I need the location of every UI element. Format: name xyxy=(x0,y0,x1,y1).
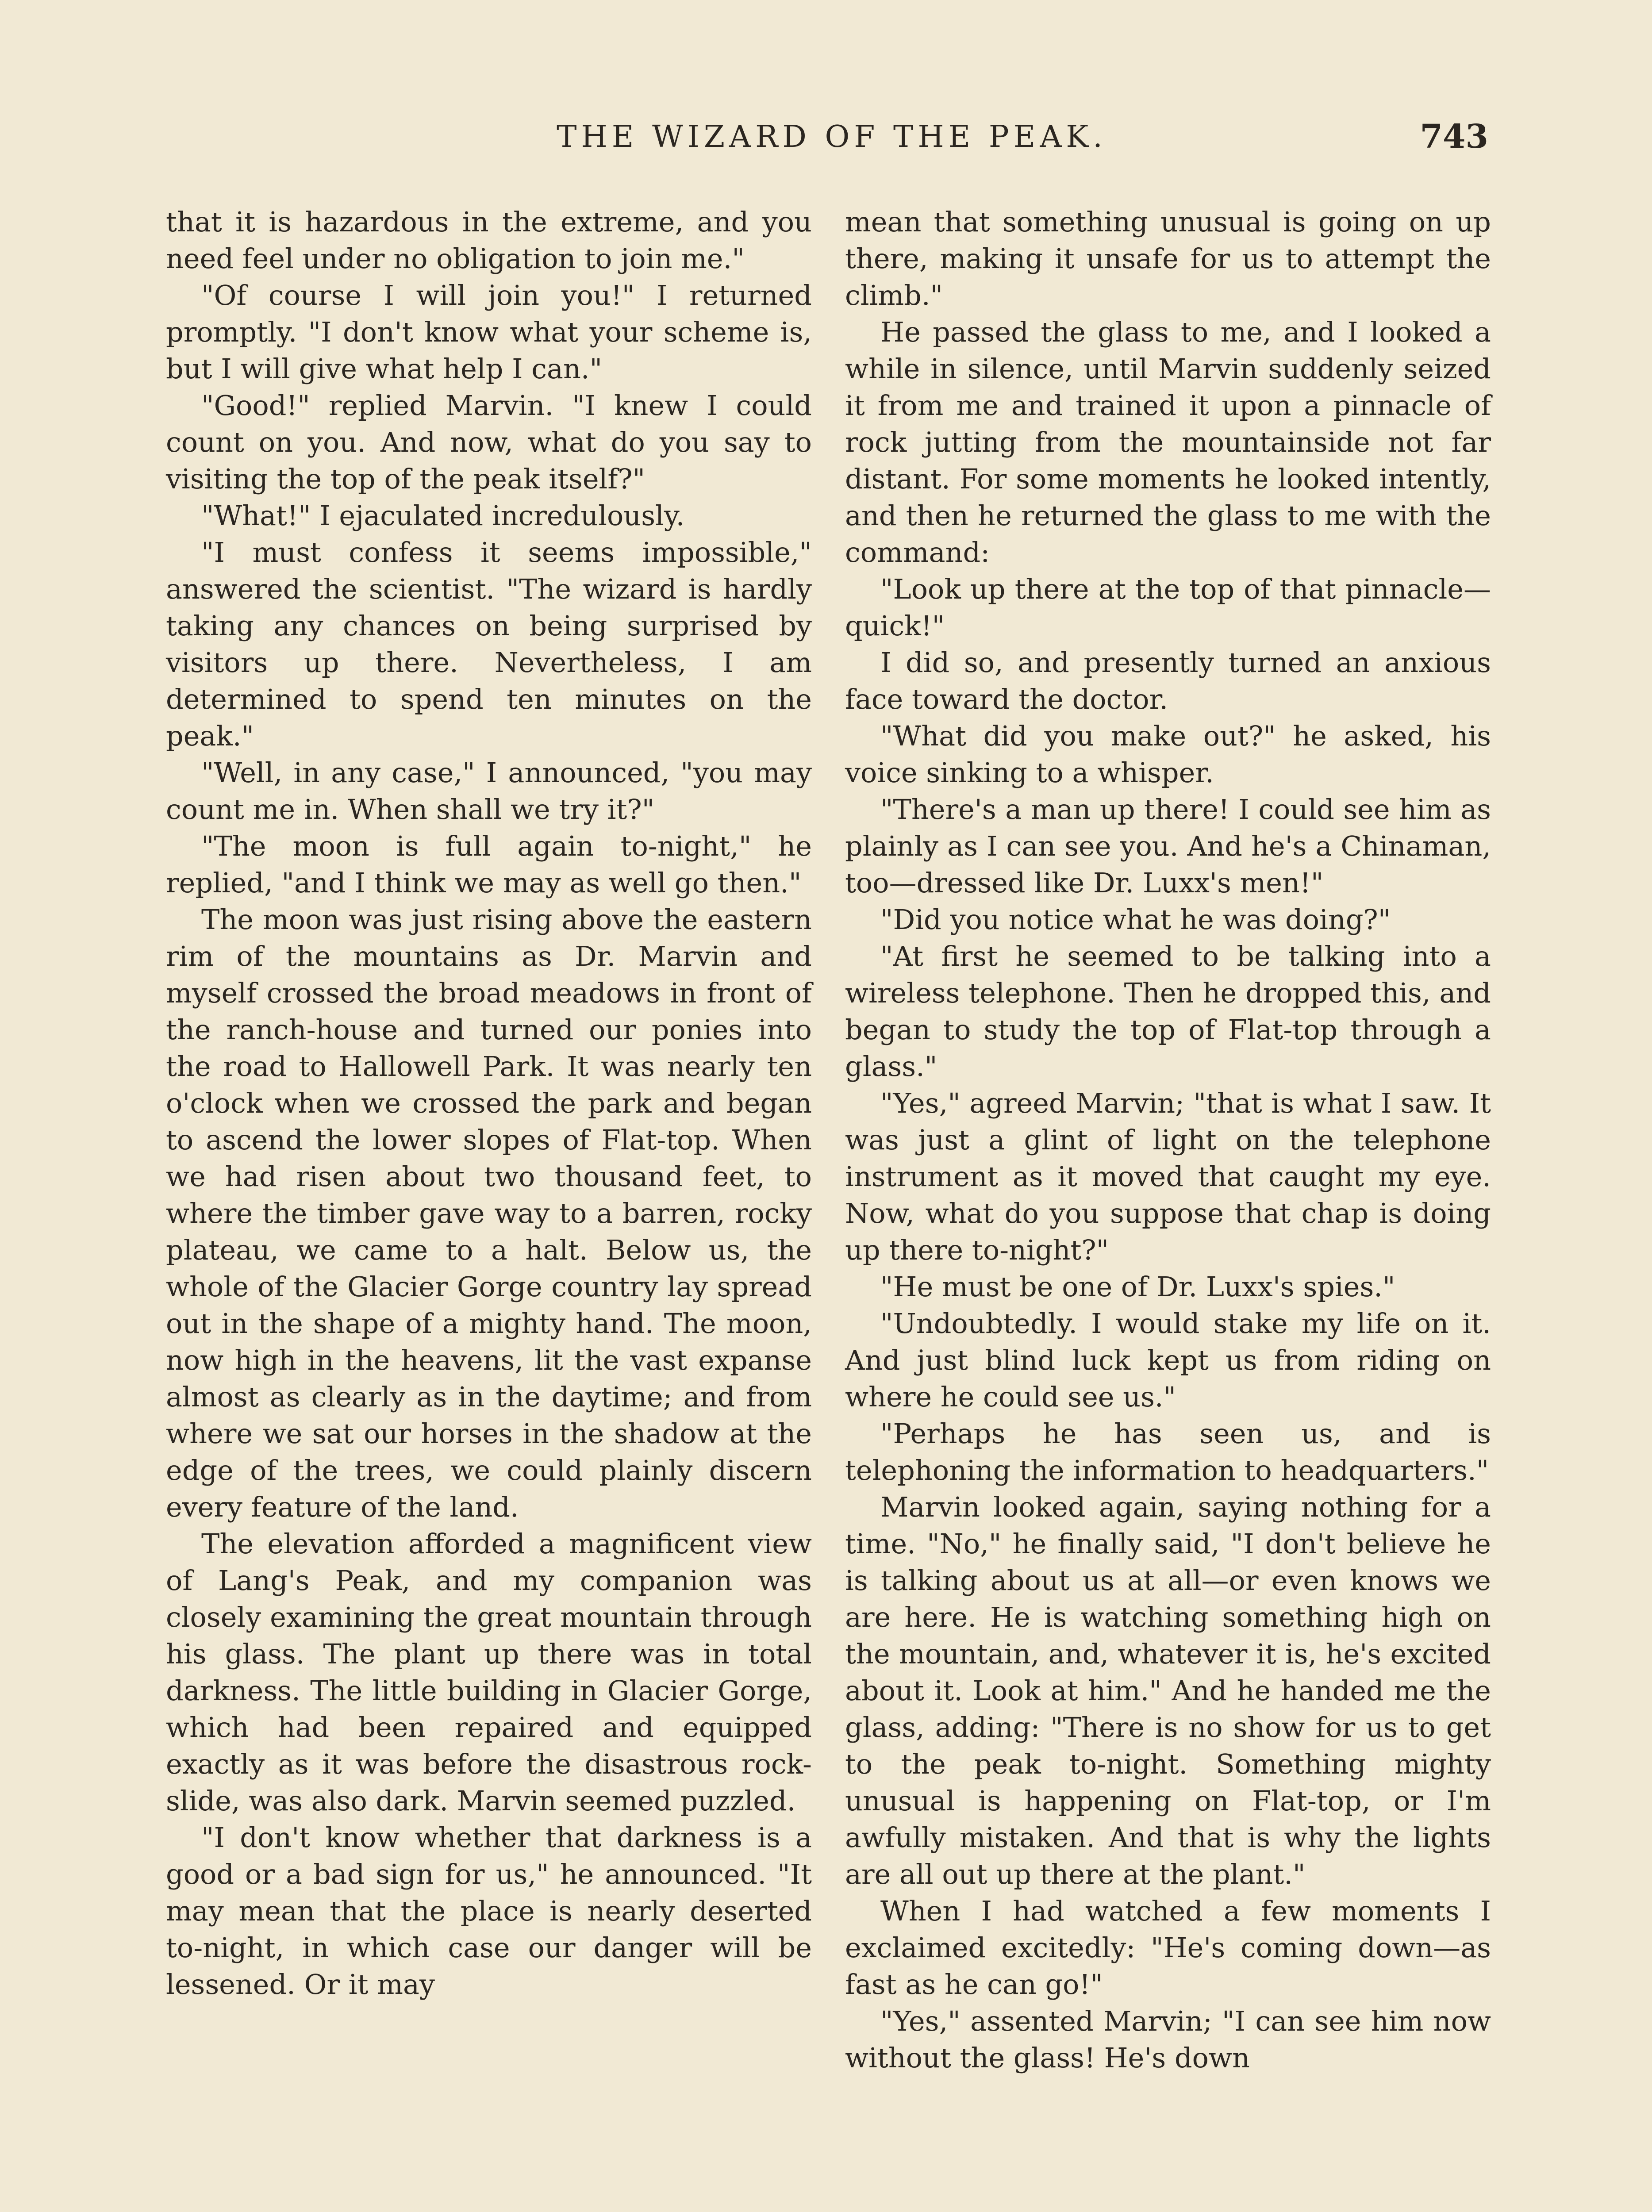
paragraph: "There's a man up there! I could see him as plainly as I can see you. And he's a Chinaman, too—dressed like Dr. Luxx's men!" xyxy=(845,793,1491,899)
paragraph: "Look up there at the top of that pinnacle—quick!" xyxy=(845,573,1491,642)
paragraph: The elevation afforded a magnificent view of Lang's Peak, and my companion was closely examining the great mountain through his glass. The plant up there was in total darkness. The little building in Glacier Gorge, which had been repaired and equipped exactly as it was before the disastrous rock-slide, was also dark. Marvin seemed puzzled. xyxy=(166,1528,812,1817)
paragraph: "I don't know whether that darkness is a good or a bad sign for us," he announced. "It may mean that the place is nearly deserted to-night, in which case our danger will be lessened. Or it may xyxy=(166,1821,812,2001)
paragraph: "Did you notice what he was doing?" xyxy=(880,903,1391,936)
paragraph: "He must be one of Dr. Luxx's spies." xyxy=(880,1271,1395,1303)
paragraph: The moon was just rising above the eastern rim of the mountains as Dr. Marvin and myself crossed the broad meadows in front of the ranch-house and turned our ponies into the road to Hallowell Park. It was nearly ten o'clock when we crossed the park and began to ascend the lower slopes of Flat-top. When we had risen about two thousand feet, to where the timber gave way to a barren, rocky plateau, we came to a halt. Below us, the whole of the Glacier Gorge country lay spread out in the shape of a mighty hand. The moon, now high in the heavens, lit the vast expanse almost as clearly as in the daytime; and from where we sat our horses in the shadow at the edge of the trees, we could plainly discern every feature of the land. xyxy=(166,903,812,1523)
paragraph: Marvin looked again, saying nothing for a time. "No," he finally said, "I don't believe he is talking about us at all—or even knows we are here. He is watching something high on the mountain, and, whatever it is, he's excited about it. Look at him." And he handed me the glass, adding: "There is no show for us to get to the peak to-night. Something mighty unusual is happening on Flat-top, or I'm awfully mistaken. And that is why the lights are all out up there at the plant." xyxy=(845,1491,1491,1890)
paragraph: that it is hazardous in the extreme, and you need feel under no obligation to join me." xyxy=(166,206,812,275)
paragraph: I did so, and presently turned an anxious face toward the doctor. xyxy=(845,646,1491,715)
paragraph: "At first he seemed to be talking into a wireless telephone. Then he dropped this, and began to study the top of Flat-top through a glass." xyxy=(845,940,1491,1083)
paragraph: mean that something unusual is going on up there, making it unsafe for us to attempt the climb." xyxy=(845,206,1491,311)
paragraph: "What did you make out?" he asked, his voice sinking to a whisper. xyxy=(845,720,1491,789)
paragraph: "The moon is full again to-night," he replied, "and I think we may as well go then." xyxy=(166,830,812,899)
paragraph: "Good!" replied Marvin. "I knew I could count on you. And now, what do you say to visiting the top of the peak itself?" xyxy=(166,389,812,495)
paragraph: "I must confess it seems impossible," answered the scientist. "The wizard is hardly taking any chances on being surprised by visitors up there. Nevertheless, I am determined to spend ten minutes on the peak." xyxy=(166,536,812,752)
paragraph: "Perhaps he has seen us, and is telephoning the information to headquarters." xyxy=(845,1417,1491,1486)
paragraph: "Well, in any case," I announced, "you may count me in. When shall we try it?" xyxy=(166,757,812,826)
left-text-column xyxy=(166,204,812,2003)
page-number: 743 xyxy=(1420,118,1488,156)
paragraph: "Undoubtedly. I would stake my life on it. And just blind luck kept us from riding on where he could see us." xyxy=(845,1307,1491,1413)
paragraph: When I had watched a few moments I exclaimed excitedly: "He's coming down—as fast as he can go!" xyxy=(845,1895,1491,2001)
paragraph: "Yes," agreed Marvin; "that is what I saw. It was just a glint of light on the telephone instrument as it moved that caught my eye. Now, what do you suppose that chap is doing up there to-night?" xyxy=(845,1087,1491,1266)
paragraph: "Yes," assented Marvin; "I can see him now without the glass! He's down xyxy=(845,2005,1491,2074)
running-title: THE WIZARD OF THE PEAK. xyxy=(557,119,1107,154)
paragraph: He passed the glass to me, and I looked a while in silence, until Marvin suddenly seized it from me and trained it upon a pinnacle of rock jutting from the mountainside not far distant. For some moments he looked intently, and then he returned the glass to me with the command: xyxy=(845,316,1491,568)
paragraph: "What!" I ejaculated incredulously. xyxy=(201,499,685,532)
paragraph: "Of course I will join you!" I returned promptly. "I don't know what your scheme is, but I will give what help I can." xyxy=(166,279,812,385)
right-text-column xyxy=(845,204,1491,2076)
